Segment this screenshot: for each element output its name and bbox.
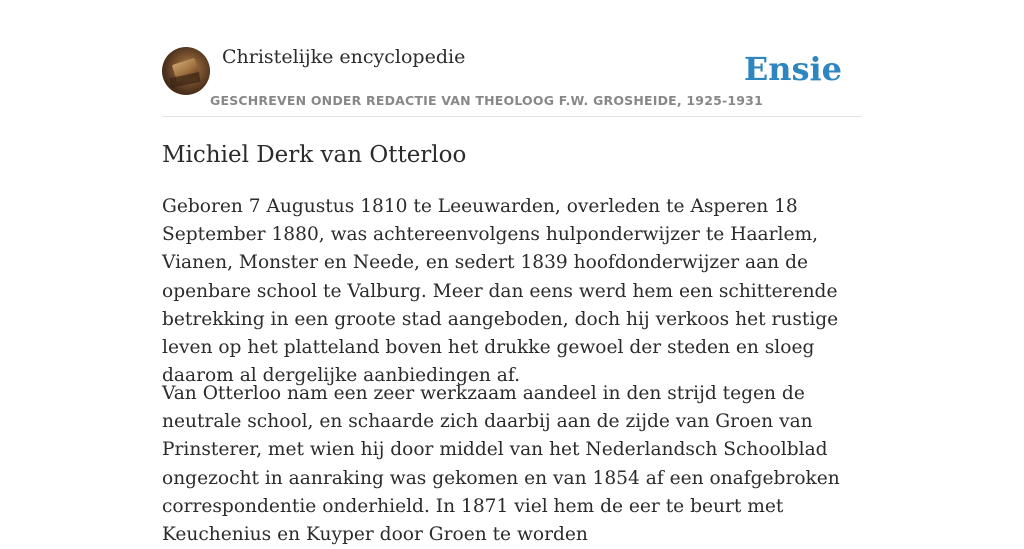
- article-paragraph: Geboren 7 Augustus 1810 te Leeuwarden, overleden te Asperen 18 September 1880, was achtereenvolgens hulponderwijzer te Haarlem, Vianen, Monster en Neede, en sedert 1839 hoofdonderwijzer aan de openbare school te Valburg. Meer dan eens werd hem een schitterende betrekking in een groote stad aangeboden, doch hij verkoos het rustige leven op het platteland boven het drukke gewoel der steden en sloeg daarom al dergelijke aanbiedingen af.: [162, 196, 839, 387]
- article-title: Michiel Derk van Otterloo: [162, 142, 467, 168]
- site-title[interactable]: Christelijke encyclopedie: [222, 46, 466, 68]
- site-logo-image[interactable]: [162, 47, 210, 95]
- article-paragraph: Van Otterloo nam een zeer werkzaam aandeel in den strijd tegen de neutrale school, en schaarde zich daarbij aan de zijde van Groen van Prinsterer, met wien hij door middel van het Nederlandsch Schoolblad ongezocht in aanraking was gekomen en van 1854 af een onafgebroken correspondentie onderhield. In 1871 viel hem de eer te beurt met Keuchenius en Kuyper door Groen te worden: [162, 383, 840, 546]
- brand-logo[interactable]: Ensie: [743, 50, 842, 88]
- article: [162, 140, 862, 546]
- site-subtitle: GESCHREVEN ONDER REDACTIE VAN THEOLOOG F.W. GROSHEIDE, 1925-1931: [210, 93, 763, 108]
- site-header: [162, 0, 862, 117]
